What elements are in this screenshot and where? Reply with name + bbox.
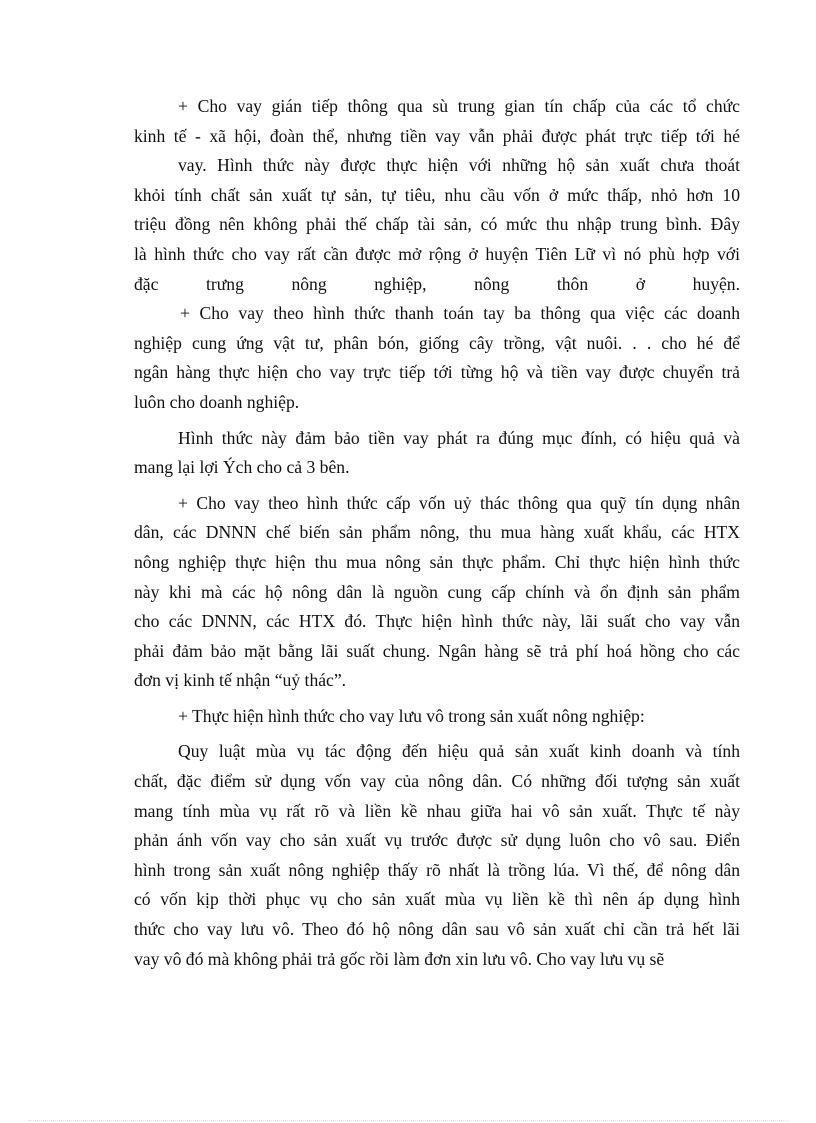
text-line: khỏi tính chất sản xuất tự sản, tự tiêu, nhu cầu vốn ở mức thấp, nhỏ hơn 10 [134,184,740,205]
text-line: dân, các DNNN chế biến sản phẩm nông, thu mua hàng xuất khẩu, các HTX [134,522,740,543]
text-line: vay vô đó mà không phải trả gốc rồi làm đơn xin lưu vô. Cho vay lưu vụ sẽ [134,948,665,969]
text-line: đặc trưng nông nghiệp, nông thôn ở huyện. [134,273,740,294]
text-line: kinh tế - xã hội, đoàn thể, nhưng tiền vay vẫn phải được phát trực tiếp tới hé [134,125,740,146]
text-line: ngân hàng thực hiện cho vay trực tiếp tới từng hộ và tiền vay được chuyển trả [134,362,740,383]
text-line: + Cho vay theo hình thức thanh toán tay ba thông qua việc các doanh [180,303,740,324]
text-line: vay. Hình thức này được thực hiện với những hộ sản xuất chưa thoát [178,155,740,176]
text-line: đơn vị kinh tế nhận “uỷ thác”. [134,670,347,691]
text-line: nông nghiệp thực hiện thu mua nông sản thực phẩm. Chỉ thực hiện hình thức [134,551,740,572]
text-line: + Cho vay gián tiếp thông qua sù trung gian tín chấp của các tổ chức [178,96,740,116]
document-page [134,92,740,974]
text-line: Quy luật mùa vụ tác động đến hiệu quả sản xuất kinh doanh và tính [178,741,740,762]
text-line: thức cho vay lưu vô. Theo đó hộ nông dân sau vô sản xuất chỉ cần trả hết lãi [134,919,740,940]
text-line: triệu đồng nên không phải thế chấp tài sản, có mức thu nhập trung bình. Đây [134,214,740,235]
text-line: có vốn kịp thời phục vụ cho sản xuất mùa vụ liền kề thì nên áp dụng hình [134,889,740,910]
text-line: nghiệp cung ứng vật tư, phân bón, giống cây trồng, vật nuôi. . . cho hé để [134,332,740,353]
paragraph-three-way-payment [134,299,740,417]
text-line: hình trong sản xuất nông nghiệp thấy rõ nhất là trồng lúa. Vì thế, để nông dân [134,859,740,880]
text-line: mang tính mùa vụ rất rõ và liền kề nhau giữa hai vô sản xuất. Thực tế này [134,800,740,821]
text-line: phản ánh vốn vay cho sản xuất vụ trước được sử dụng luôn cho vô sau. Điển [134,830,740,851]
text-line: là hình thức cho vay rất cần được mở rộng ở huyện Tiên Lữ vì nó phù hợp với [134,243,740,264]
paragraph-seasonal-heading [134,702,740,732]
page-footer-divider [28,1120,788,1121]
paragraph-indirect-lending [134,92,740,299]
text-line: mang lại lợi Ých cho cả 3 bên. [134,457,350,478]
paragraph-seasonal-lending [134,737,740,974]
text-line: này khi mà các hộ nông dân là nguồn cung cấp chính và ổn định sản phẩm [134,581,740,602]
text-line: Hình thức này đảm bảo tiền vay phát ra đúng mục đính, có hiệu quả và [178,427,740,448]
text-line: + Thực hiện hình thức cho vay lưu vô trong sản xuất nông nghiệp: [178,705,645,726]
text-line: cho các DNNN, các HTX đó. Thực hiện hình thức này, lãi suất cho vay vẫn [134,611,740,632]
text-line: chất, đặc điểm sử dụng vốn vay của nông dân. Có những đối tượng sản xuất [134,771,740,792]
text-line: + Cho vay theo hình thức cấp vốn uỷ thác thông qua quỹ tín dụng nhân [178,492,740,513]
text-line: luôn cho doanh nghiệp. [134,391,300,412]
paragraph-entrusted-capital [134,489,740,696]
text-line: phải đảm bảo mặt bằng lãi suất chung. Ngân hàng sẽ trả phí hoá hồng cho các [134,640,740,661]
paragraph-benefit [134,424,740,483]
